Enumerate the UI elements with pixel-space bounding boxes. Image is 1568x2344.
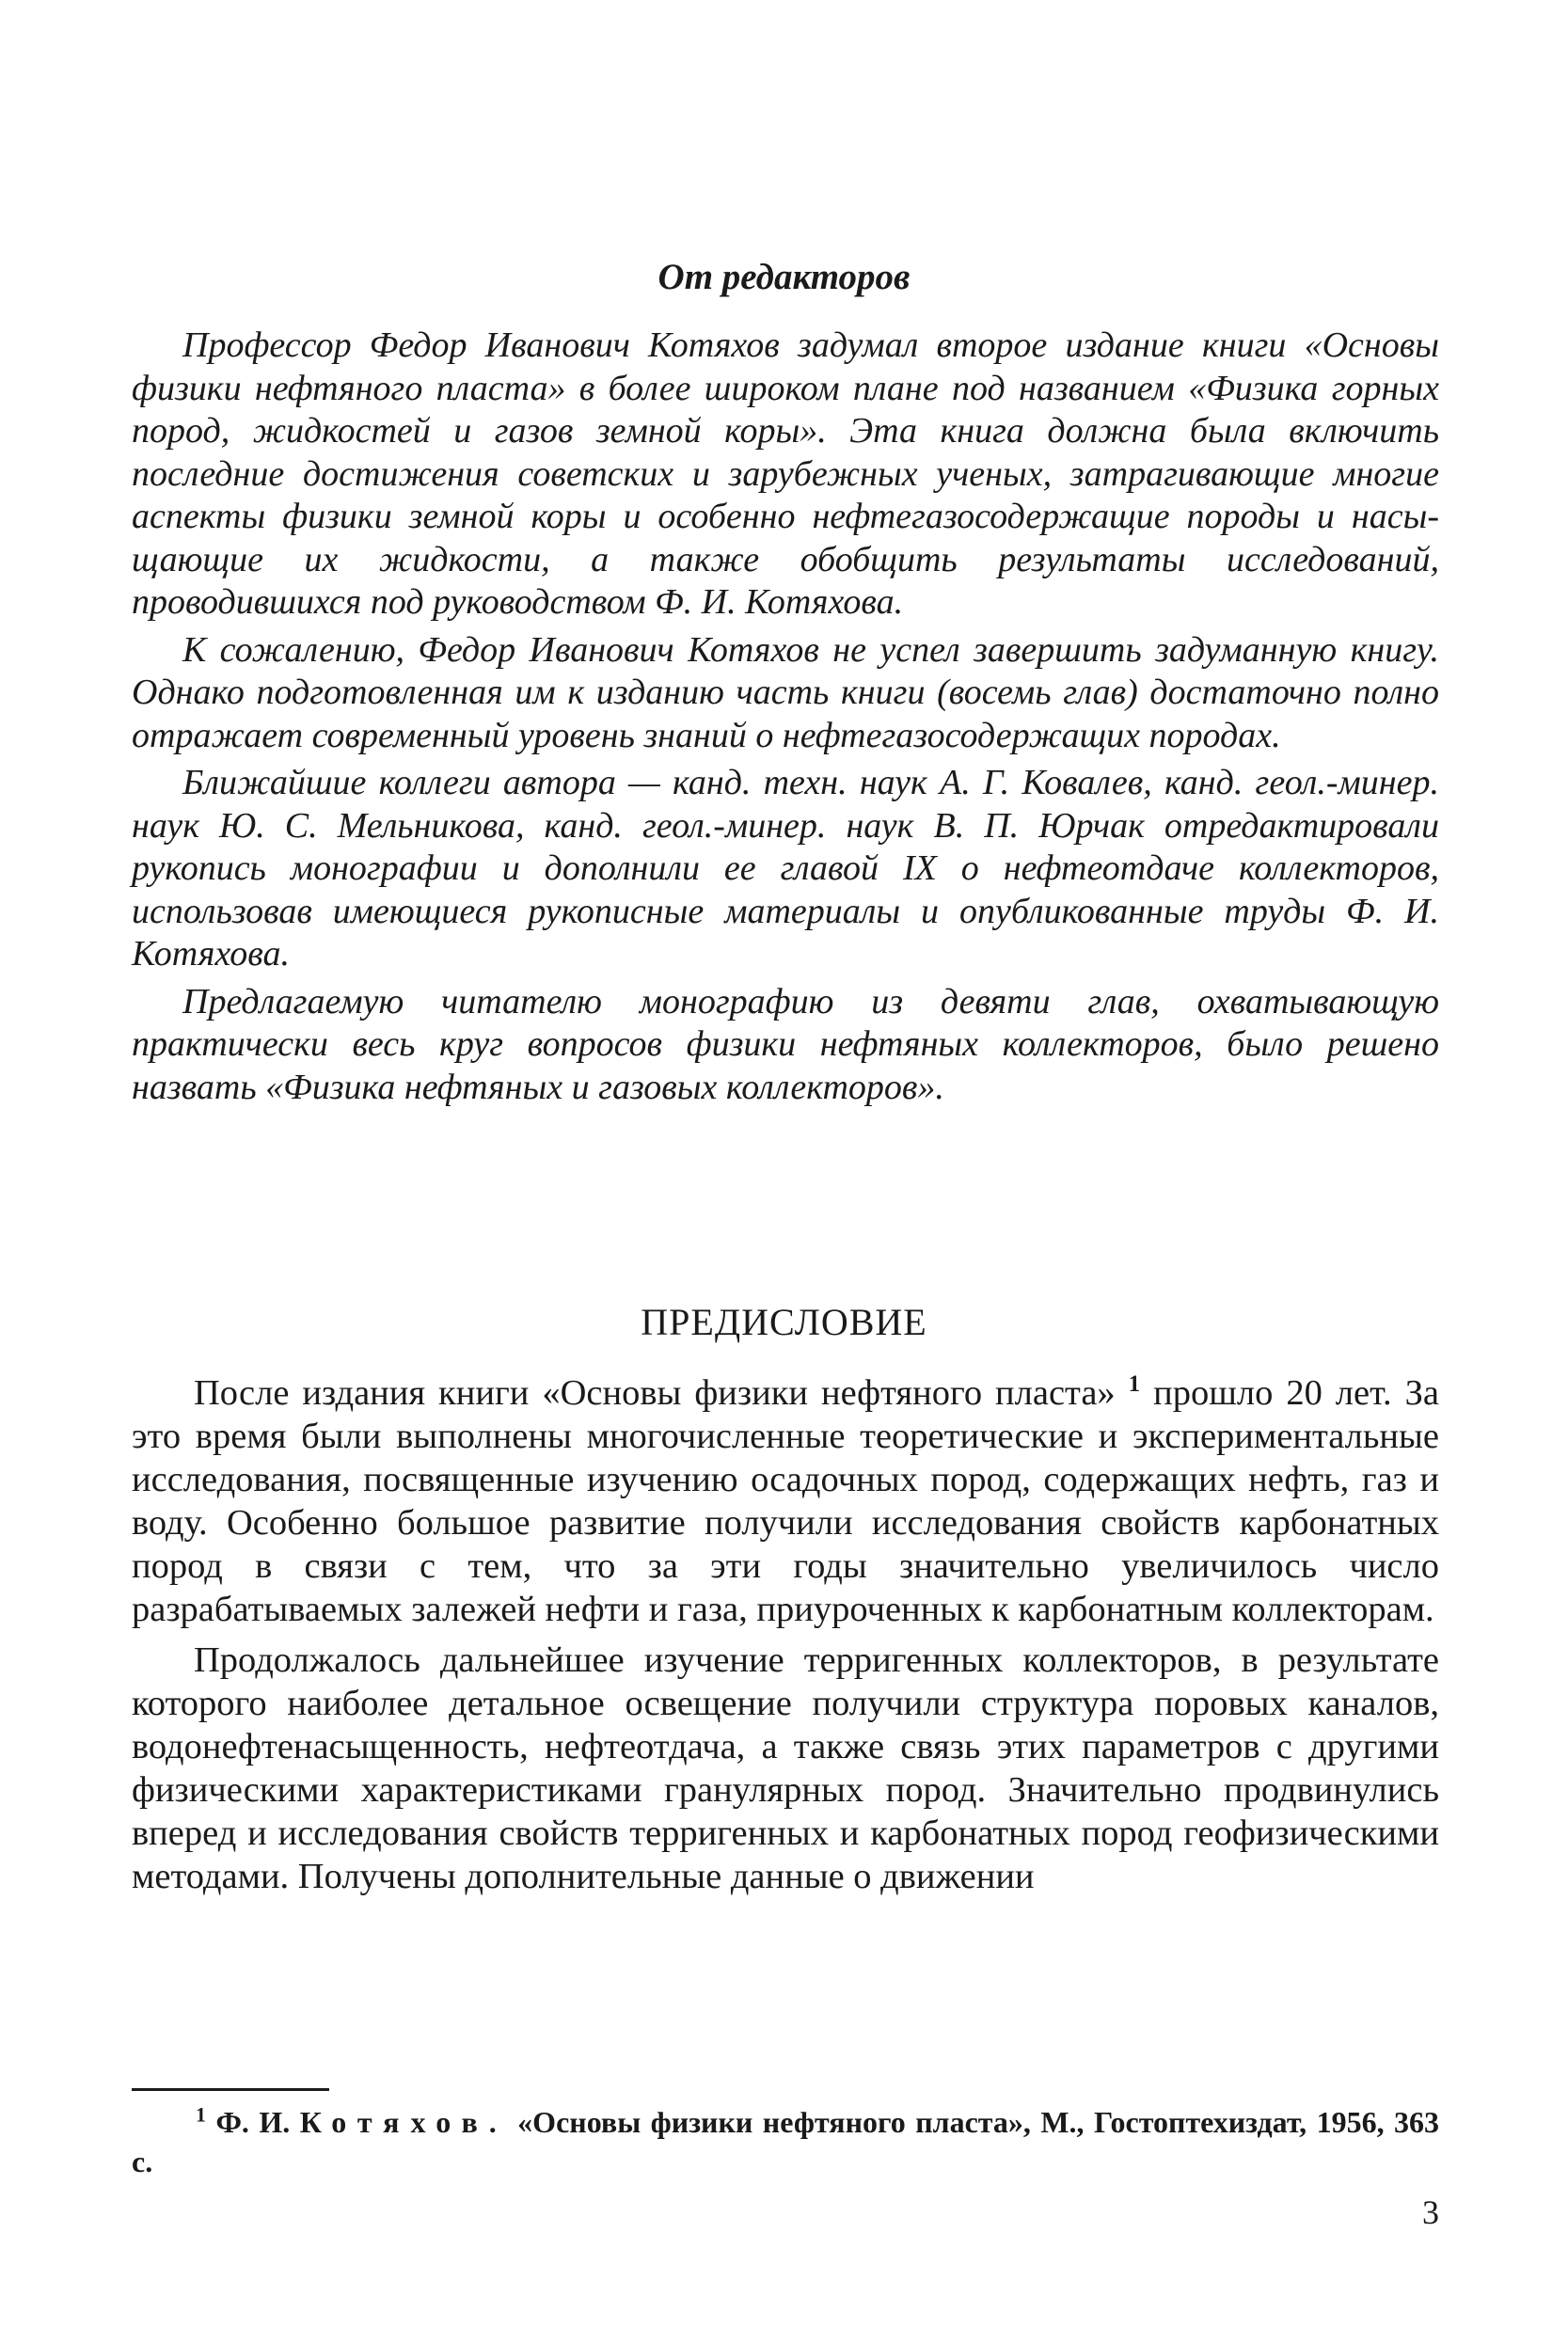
footnote <box>132 2102 1439 2181</box>
footnote-author: Котяхов. <box>299 2105 508 2139</box>
footnote-divider <box>132 2088 329 2091</box>
editors-text-block <box>132 325 1439 1114</box>
editors-paragraph: Ближайшие коллеги автора — канд. техн. наук А. Г. Ковалев, канд. геол.-минер. наук Ю. С. Мельникова, канд. геол.-минер. наук В. П. Юрчак отредактировали рукопись монографии и дополнили ее главой IX о нефтеотдаче коллекторов, использовав имеющиеся рукописные материалы и опубликованные труды Ф. И. Котяхова. <box>132 763 1439 974</box>
preface-heading: ПРЕДИСЛОВИЕ <box>641 1301 927 1343</box>
footnote-initials: Ф. И. <box>215 2105 300 2139</box>
footnote-text: «Основы физики нефтяного пласта», М., Гостоптехиздат, 1956, 363 с. <box>132 2105 1440 2178</box>
footnote-reference: 1 <box>1128 1371 1141 1398</box>
page-number: 3 <box>1422 2194 1439 2231</box>
preface-paragraph: Продолжалось дальнейшее изучение терригенных коллекторов, в результате которого наиболее детальное освещение получили структура поровых каналов, водонефтенасыщенность, нефтеотдача, а также связь этих параметров с другими физическими характеристиками гранулярных пород. Значительно продвинулись вперед и исследования свойств терригенных и карбонатных пород геофизическими методами. Получены дополнительные данные о движении <box>132 1640 1439 1896</box>
editors-paragraph: Предлагаемую читателю монографию из девяти глав, охватывающую практически весь круг вопросов физики нефтяных коллекторов, было решено назвать «Физика нефтяных и газовых коллекторов». <box>132 981 1439 1107</box>
preface-text-block <box>132 1371 1439 1906</box>
editors-paragraph: Профессор Федор Иванович Котяхов задумал второе издание книги «Основы физики нефтяного пласта» в более широком плане под названием «Физика горных пород, жидкостей и газов земной коры». Эта книга должна была включить последние достижения советских и зарубежных ученых, затрагивающие многие аспекты физики земной коры и особенно нефтегазосодержащие породы и насыщающие их жидкости, а также обобщить результаты исследований, проводившихся под руководством Ф. И. Котяхова. <box>132 325 1439 622</box>
editors-heading: От редакторов <box>657 257 911 297</box>
footnote-number: 1 <box>196 2102 206 2127</box>
editors-paragraph: К сожалению, Федор Иванович Котяхов не успел завершить задуманную книгу. Однако подготовленная им к изданию часть книги (восемь глав) достаточно полно отражает современный уровень знаний о нефтегазосодержащих породах. <box>132 629 1439 755</box>
preface-text: прошло 20 лет. За это время были выполнены многочисленные теоретические и экспериментальные исследования, посвященные изучению осадочных пород, содержащих нефть, газ и воду. Особенно большое развитие получили исследования свойств карбонатных пород в связи с тем, что за эти годы значительно увеличилось число разрабатываемых залежей нефти и газа, приуроченных к карбонатным коллекторам. <box>132 1373 1439 1629</box>
preface-paragraph <box>132 1371 1439 1631</box>
preface-text: После издания книги «Основы физики нефтяного пласта» <box>194 1373 1129 1413</box>
